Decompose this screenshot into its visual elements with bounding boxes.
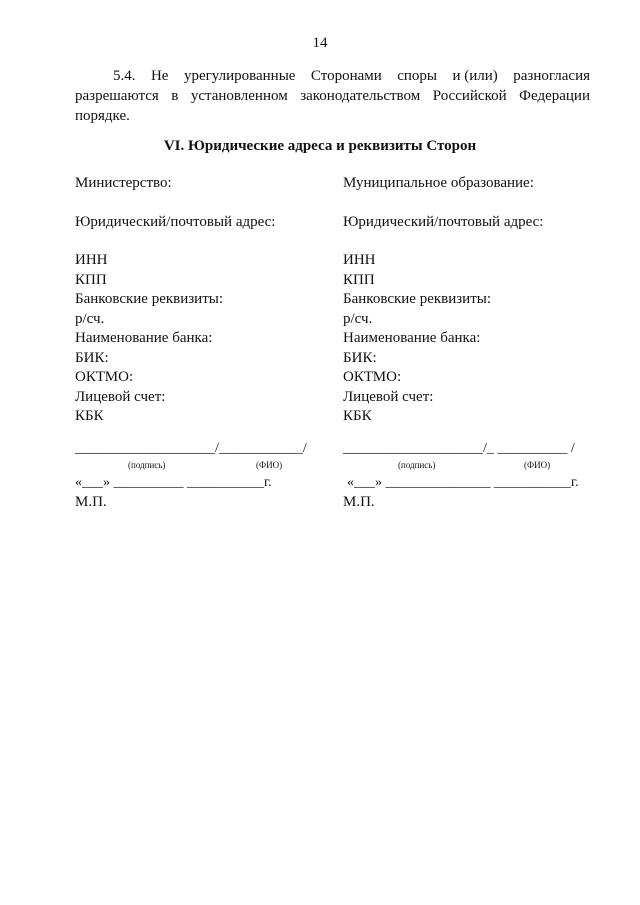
bank-details-label: Банковские реквизиты:: [75, 291, 224, 307]
left-signature-caption: (подпись): [128, 460, 166, 470]
kpp-label: КПП: [75, 271, 107, 288]
clause-word: разрешаются: [75, 88, 159, 104]
right-seal-mark: М.П.: [343, 494, 375, 510]
kpp-label: КПП: [343, 271, 375, 288]
right-party-details: [343, 174, 598, 427]
clause-word: споры: [397, 68, 438, 84]
bank-name-label: Наименование банка:: [75, 330, 213, 346]
bank-details-label: Банковские реквизиты:: [343, 291, 492, 307]
clause-word: и (или): [452, 68, 498, 84]
right-signature-caption: (подпись): [398, 460, 436, 470]
account-label: р/сч.: [343, 310, 373, 327]
clause-word: Сторонами: [310, 68, 382, 84]
clause-line-2: [75, 86, 590, 106]
left-seal-mark: М.П.: [75, 494, 107, 510]
inn-label: ИНН: [343, 252, 376, 268]
left-signature-line: ____________________/____________/: [75, 441, 307, 456]
clause-word: законодательством: [300, 88, 421, 104]
right-signature-line: ____________________/_ __________ /: [343, 441, 575, 456]
left-date-line: «___» __________ ___________г.: [75, 475, 272, 490]
party-label: Министерство:: [75, 175, 172, 191]
kbk-label: КБК: [343, 408, 372, 424]
bik-label: БИК:: [75, 349, 109, 366]
clause-line-3: порядке.: [75, 108, 130, 124]
clause-word: в: [171, 88, 179, 104]
section-title: VI. Юридические адреса и реквизиты Сторон: [163, 138, 477, 154]
inn-label: ИНН: [75, 252, 108, 268]
address-label: Юридический/почтовый адрес:: [75, 213, 276, 230]
account-label: р/сч.: [75, 310, 105, 327]
personal-account-label: Лицевой счет:: [343, 388, 434, 405]
clause-word: установленном: [190, 88, 288, 104]
oktmo-label: ОКТМО:: [343, 369, 402, 385]
clause-word: Российской: [432, 88, 507, 104]
clause-word: разногласия: [513, 68, 590, 84]
clause-word: 5.4.: [113, 68, 136, 84]
bik-label: БИК:: [343, 349, 377, 366]
bank-name-label: Наименование банка:: [343, 330, 481, 346]
clause-line-1: [75, 66, 590, 86]
clause-word: Не: [150, 68, 169, 84]
page-number: 14: [312, 35, 328, 51]
left-fio-caption: (ФИО): [256, 460, 283, 470]
clause-word: Федерации: [519, 88, 590, 104]
right-fio-caption: (ФИО): [524, 460, 551, 470]
clause-5-4: [75, 66, 590, 126]
kbk-label: КБК: [75, 408, 104, 424]
left-party-details: [75, 174, 330, 427]
right-date-line: «___» _______________ ___________г.: [347, 475, 579, 490]
personal-account-label: Лицевой счет:: [75, 388, 166, 405]
party-label: Муниципальное образование:: [343, 175, 534, 191]
address-label: Юридический/почтовый адрес:: [343, 213, 544, 230]
oktmo-label: ОКТМО:: [75, 369, 134, 385]
clause-word: урегулированные: [183, 68, 296, 84]
